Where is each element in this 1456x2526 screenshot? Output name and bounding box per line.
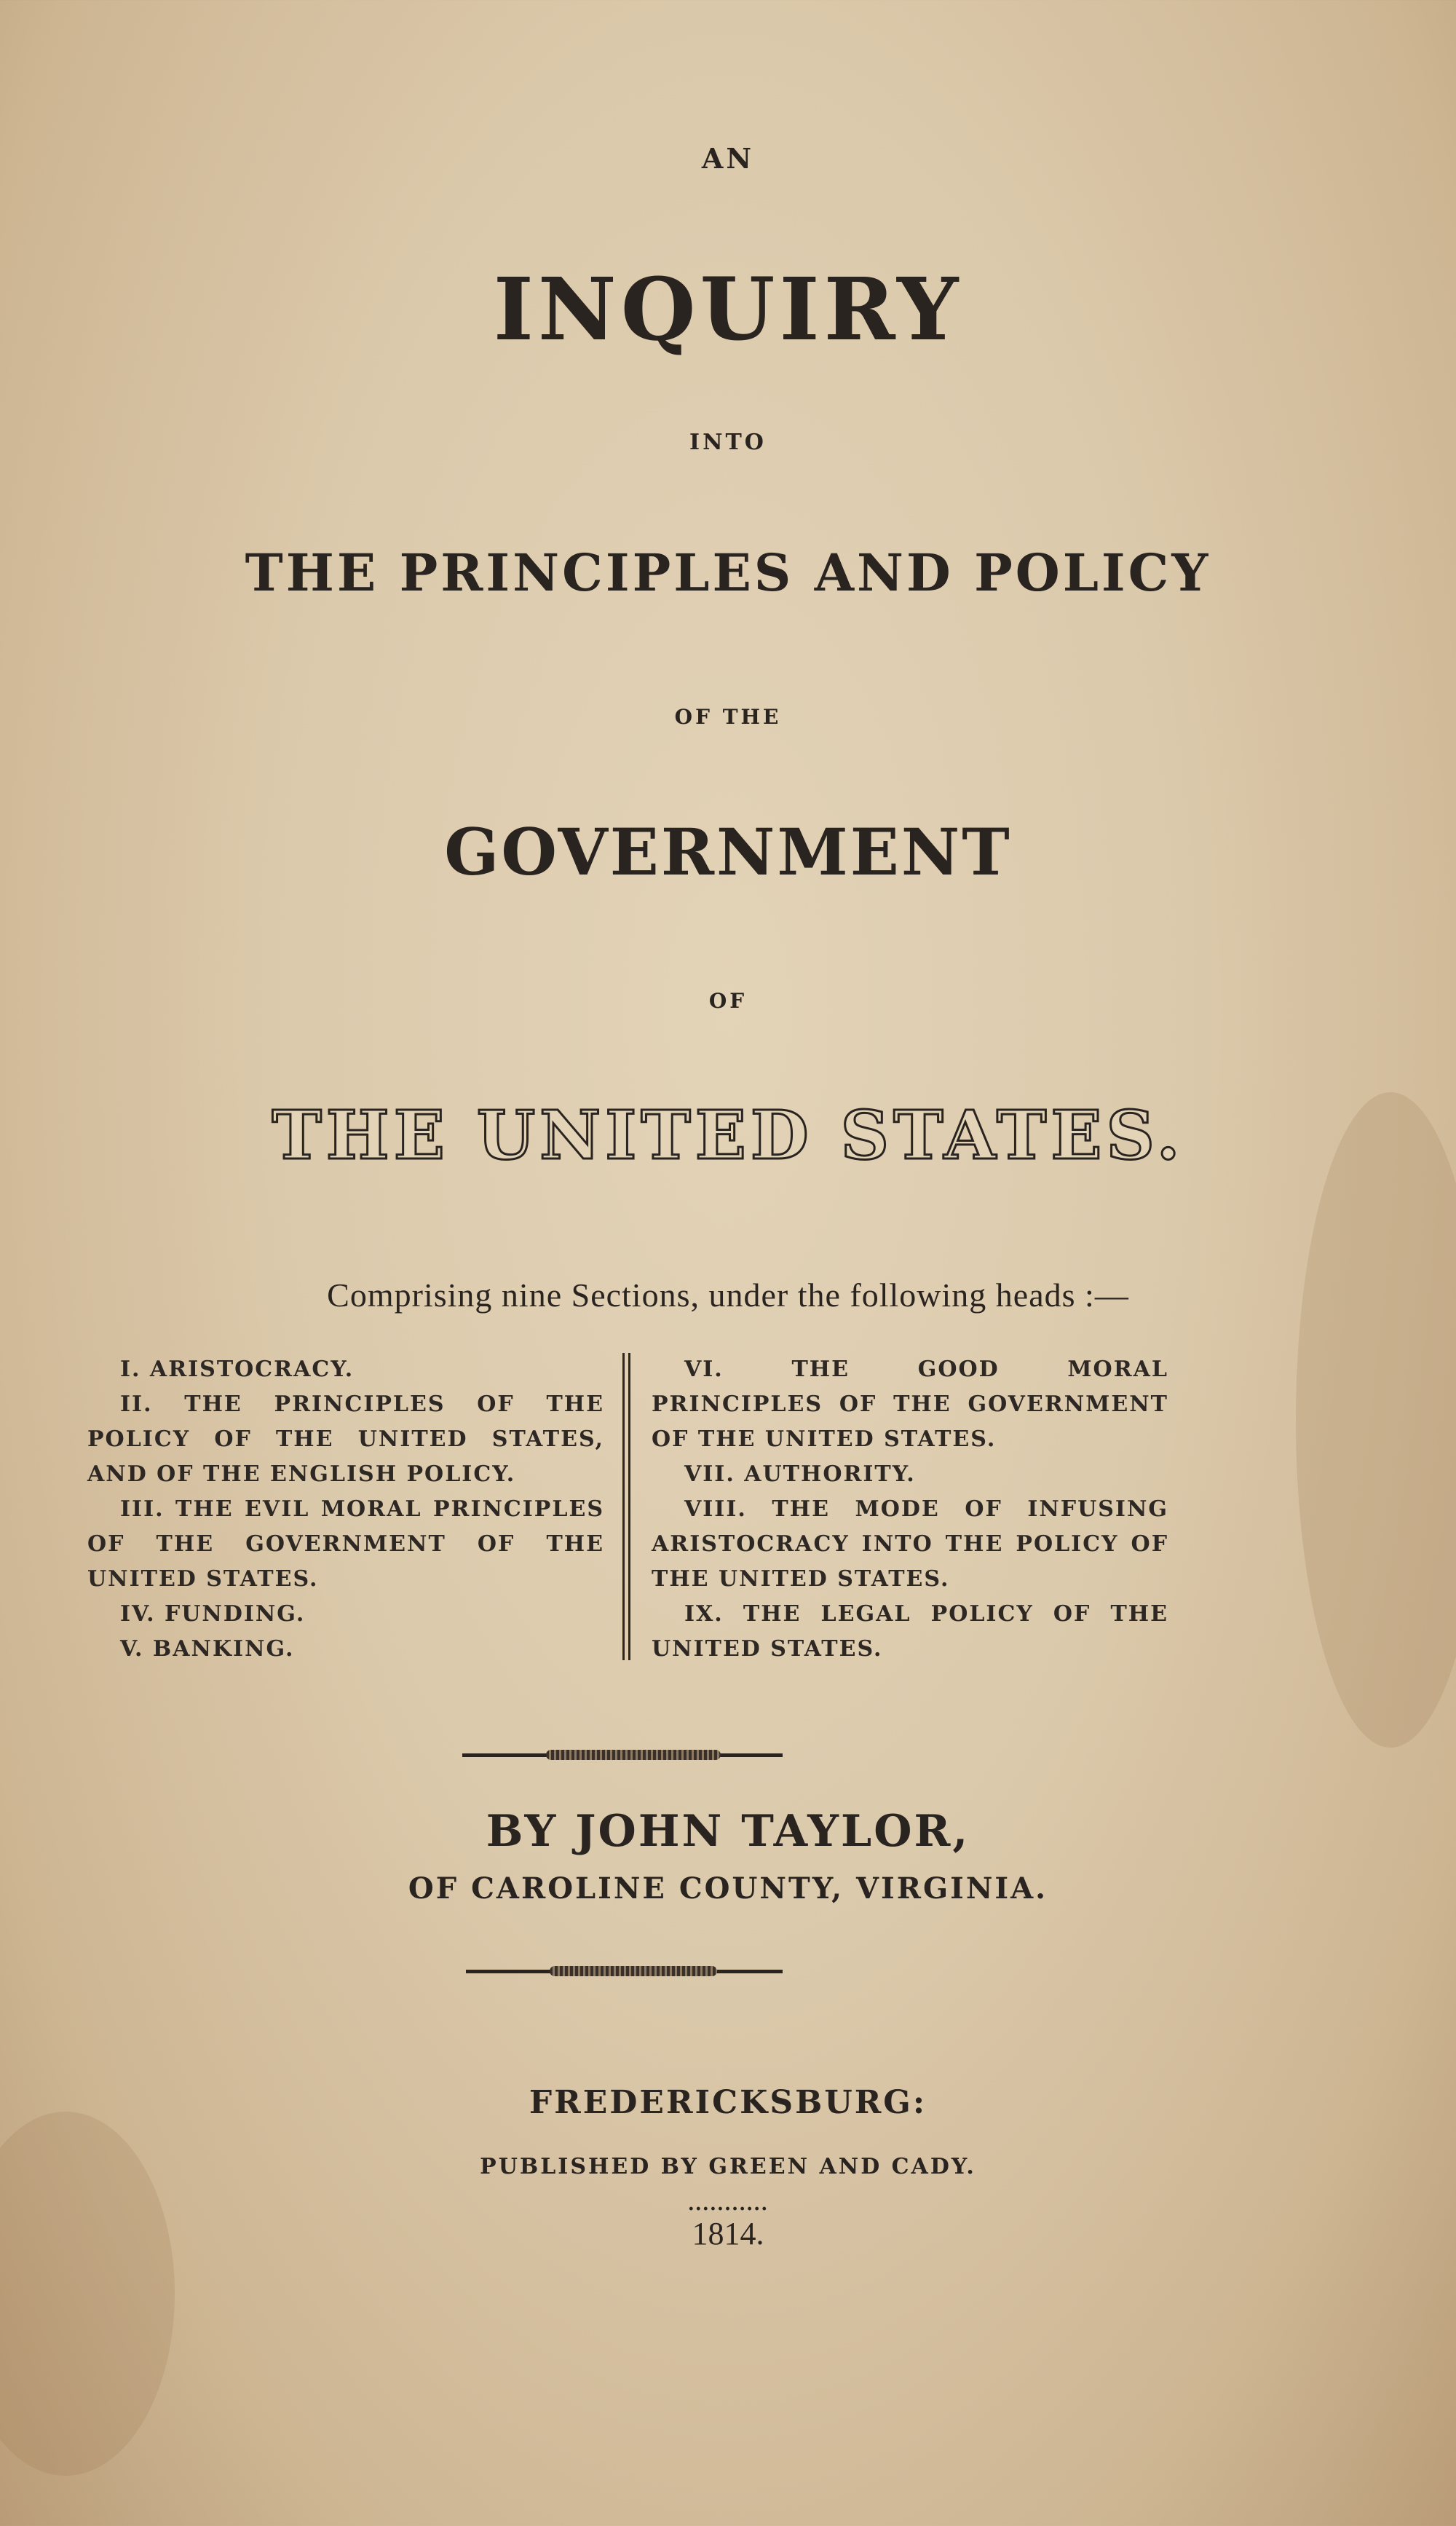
title-inquiry: INQUIRY — [493, 258, 963, 360]
section-heading: V. BANKING. — [120, 1636, 295, 1662]
author-name: BY JOHN TAYLOR, — [486, 1806, 970, 1857]
imprint-city: FREDERICKSBURG: — [529, 2084, 927, 2121]
section-heading: IX. THE LEGAL POLICY OF THE UNITED STATES. — [652, 1601, 1168, 1662]
imprint-year: 1814. — [692, 2216, 764, 2251]
column-divider — [622, 1353, 625, 1660]
title-of: OF — [708, 989, 748, 1013]
imprint-publisher: PUBLISHED BY GREEN AND CADY. — [480, 2154, 976, 2179]
section-heading: VI. THE GOOD MORAL PRINCIPLES OF THE GOVERNMENT OF THE UNITED STATES. — [652, 1357, 1168, 1452]
title-into: INTO — [689, 430, 767, 455]
title-united-states: THE UNITED STATES. — [272, 1096, 1184, 1175]
ornamental-rule-center — [546, 1750, 721, 1760]
sections-left-column — [87, 1352, 604, 1667]
title-government: GOVERNMENT — [444, 814, 1012, 890]
section-heading: II. THE PRINCIPLES OF THE POLICY OF THE UNITED STATES, AND OF THE ENGLISH POLICY. — [87, 1392, 604, 1487]
section-heading: IV. FUNDING. — [120, 1601, 306, 1627]
paper-stain — [1296, 1092, 1456, 1748]
section-heading: VIII. THE MODE OF INFUSING ARISTOCRACY INTO THE POLICY OF THE UNITED STATES. — [652, 1496, 1168, 1592]
sections-right-column — [652, 1352, 1168, 1667]
title-principles: THE PRINCIPLES AND POLICY — [245, 542, 1211, 603]
column-divider — [628, 1353, 630, 1660]
section-heading: VII. AUTHORITY. — [684, 1461, 916, 1487]
title-article: AN — [701, 142, 755, 175]
imprint-dotted-rule: ........... — [687, 2193, 769, 2215]
section-heading: I. ARISTOCRACY. — [120, 1357, 355, 1382]
sections-intro: Comprising nine Sections, under the following heads :— — [327, 1276, 1129, 1314]
ornamental-rule-center — [550, 1966, 717, 1976]
title-of-the: OF THE — [674, 705, 782, 729]
section-heading: III. THE EVIL MORAL PRINCIPLES OF THE GOVERNMENT OF THE UNITED STATES. — [87, 1496, 604, 1592]
author-county: OF CAROLINE COUNTY, VIRGINIA. — [408, 1871, 1048, 1906]
